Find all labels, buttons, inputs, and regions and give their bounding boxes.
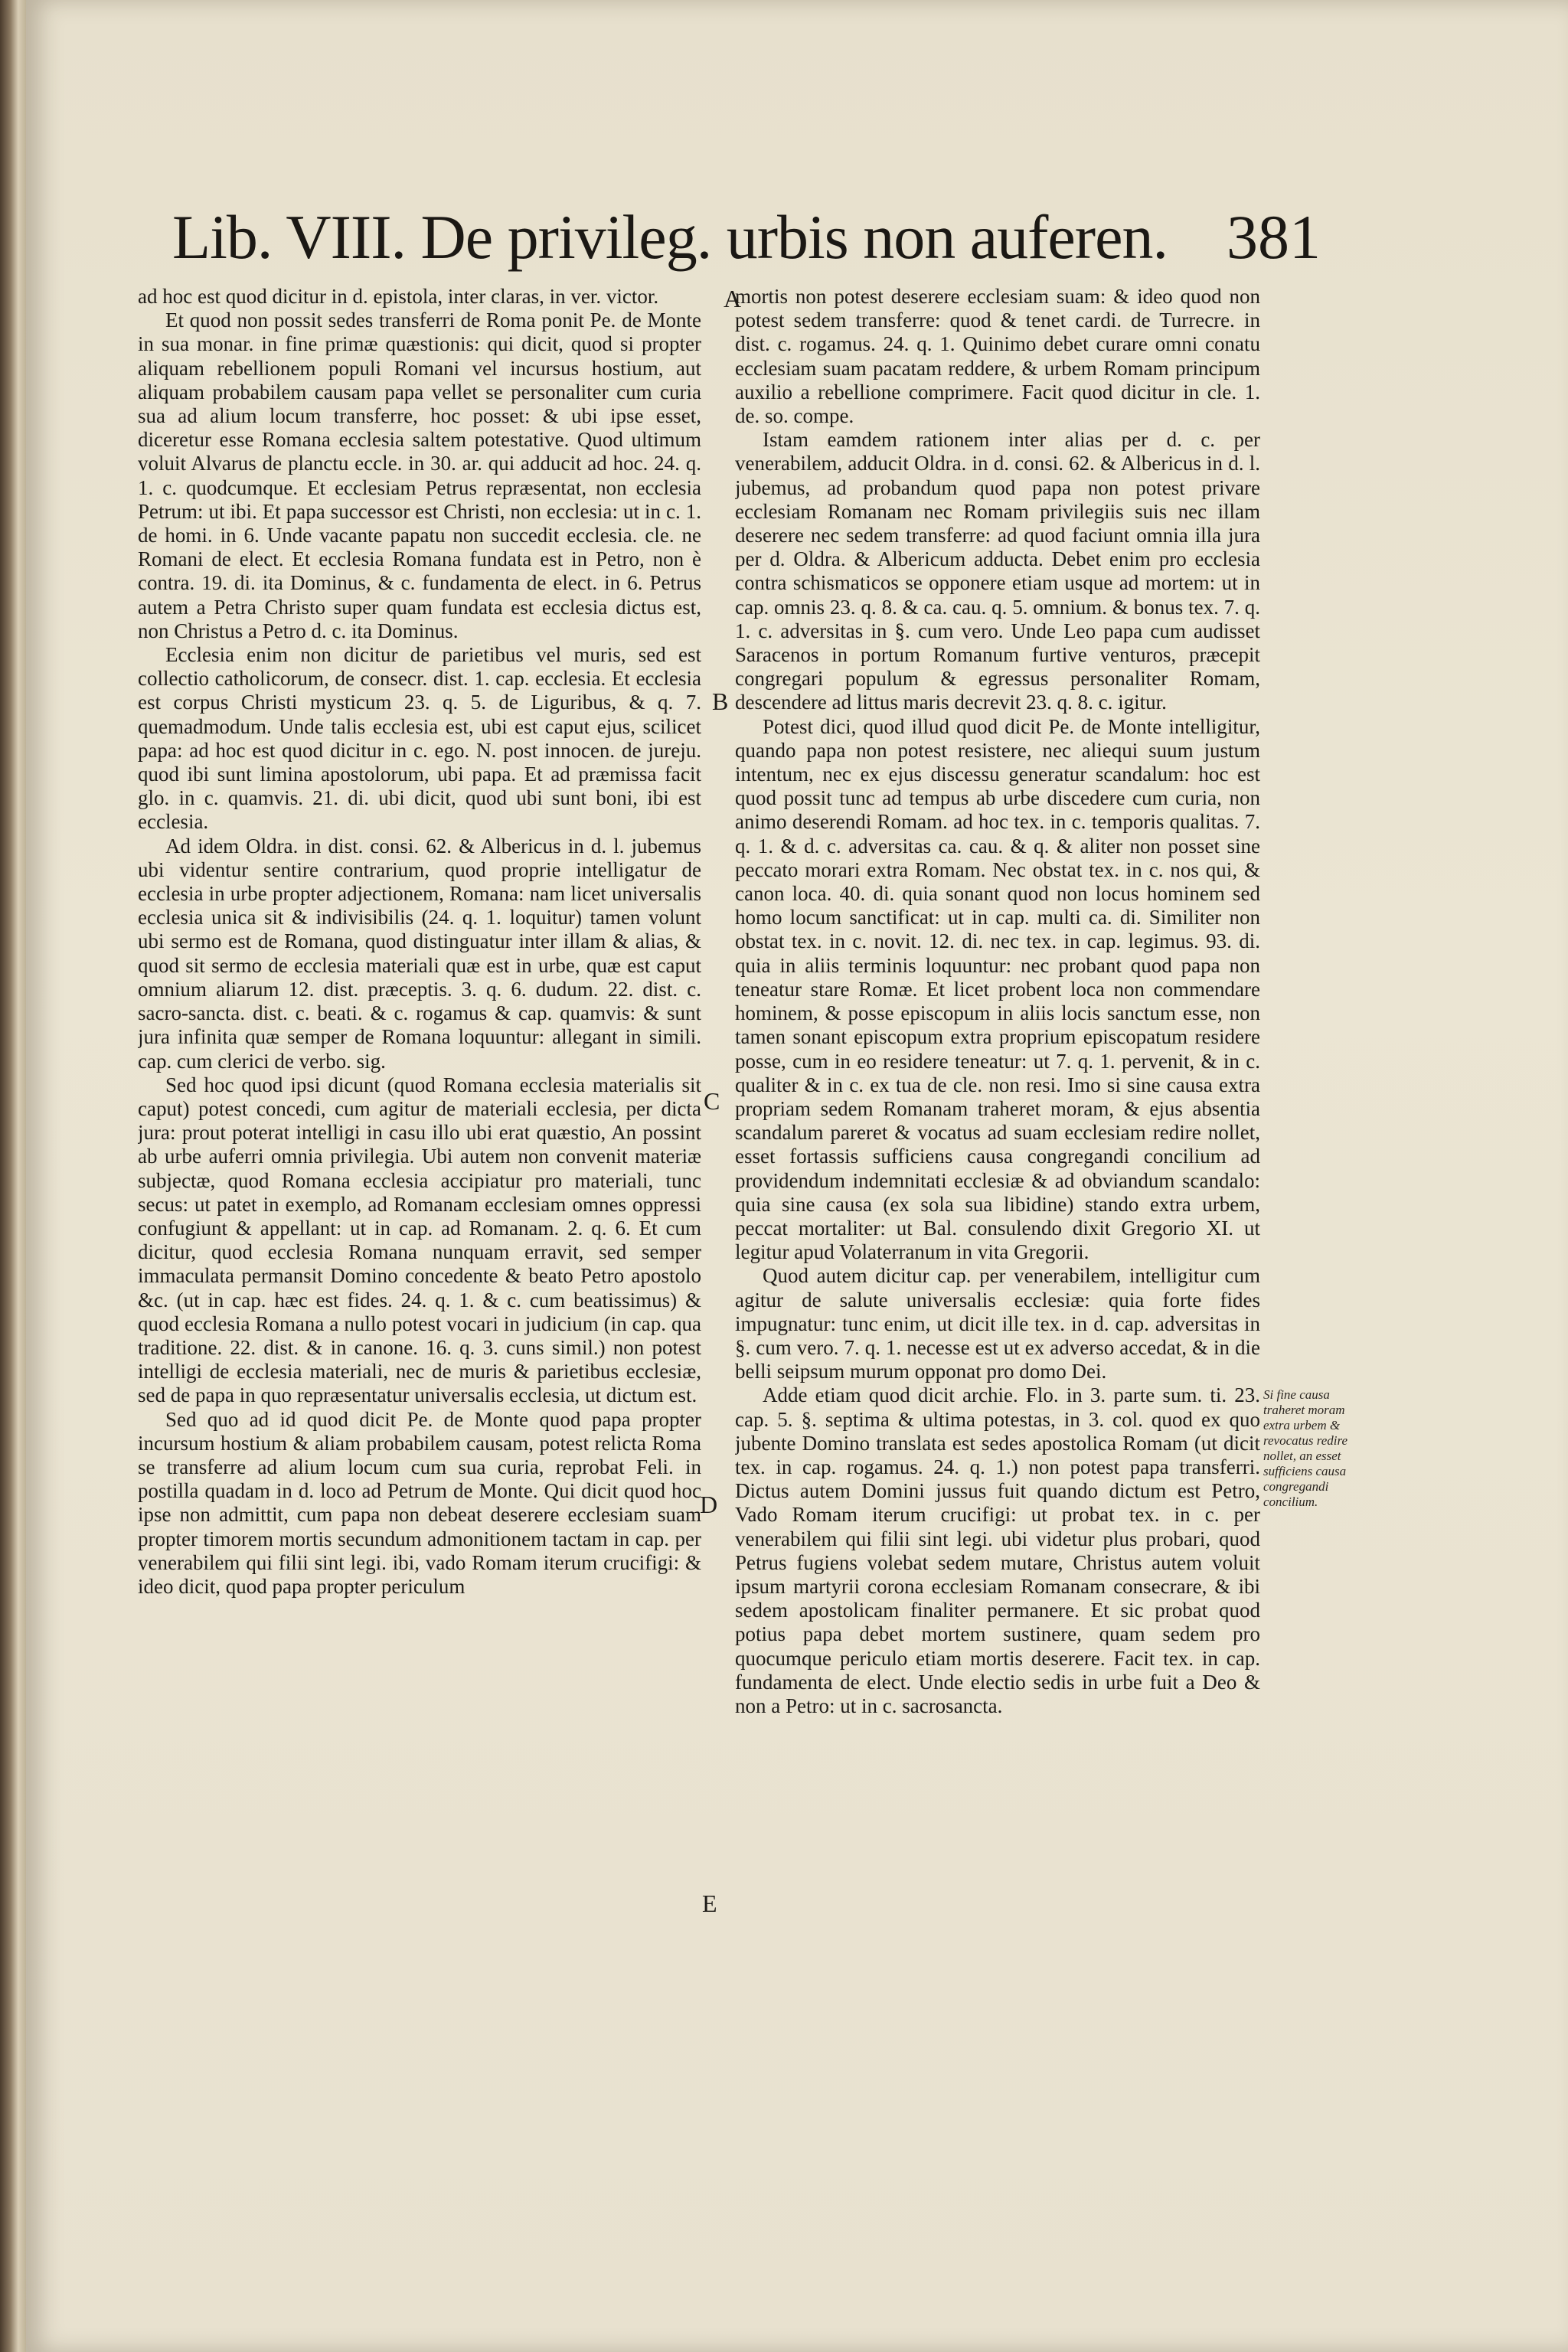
section-marker-b: B	[712, 688, 729, 715]
right-paragraph: Istam eamdem rationem inter alias per d. c. per venerabilem, adducit Oldra. in d. consi. 62. & Albericus in d. l. jubemus, ad probandum quod papa non potest privare ecclesiam Romanam nec Romam privilegiis suis nec illam deserere nec sedem transferre: ad quod faciunt omnia illa jura per d. Oldra. & Albericum adducta. Debet enim pro ecclesia contra schismaticos se opponere etiam usque ad mortem: ut in cap. omnis 23. q. 8. & ca. cau. q. 5. omnium. & bonus tex. 7. q. 1. c. adversitas in §. cum vero. Unde Leo papa cum audisset Saracenos in portum Romanum furtive venturos, præcepit congregari populum & egressus personaliter Romam, descendere ad littus maris decrevit 23. q. 8. c. igitur.	[735, 428, 1260, 714]
left-paragraph: Sed quo ad id quod dicit Pe. de Monte quod papa propter incursum hostium & aliam probabilem causam, potest relicta Roma se transferre ad alium locum cum sua curia, reprobat Feli. in postilla quadam in d. loco ad Petrum de Monte. Qui dicit quod hoc ipse non admittit, cum papa non debeat deserere ecclesiam suam propter timorem mortis secundum admonitionem tactam in cap. per venerabilem qui filii sint legi. ibi, vado Romam iterum crucifigi: & ideo dicit, quod papa propter periculum	[138, 1407, 701, 1598]
section-marker-a: A	[724, 285, 742, 312]
left-paragraph: Et quod non possit sedes transferri de Roma ponit Pe. de Monte in sua monar. in fine primæ quæstionis: qui dicit, quod si propter aliquam rebellionem populi Romani vel incursus hostium, aut aliquam probabilem causam papa vellet se personaliter cum curia sua ad alium locum transferre, hoc posset: & ubi ipse esset, diceretur esse Romana ecclesia saltem potestative. Quod ultimum voluit Alvarus de planctu eccle. in 30. ar. qui adducit ad hoc. 24. q. 1. c. quodcumque. Et ecclesiam Petrus repræsentat, non ecclesia Petrum: ut ibi. Et papa successor est Christi, non ecclesia: ut in c. 1. de homi. in 6. Unde vacante papatu non succedit ecclesia. cle. ne Romani de elect. Et ecclesia Romana fundata est in Petro, non è contra. 19. di. ita Dominus, & c. fundamenta de elect. in 6. Petrus autem a Petra Christo super quam fundata est ecclesia dictus est, non Christus a Petro d. c. ita Dominus.	[138, 309, 701, 642]
left-paragraph: Ad idem Oldra. in dist. consi. 62. & Albericus in d. l. jubemus ubi videntur sentire contrarium, quod proprie intelligatur de ecclesia in urbe propter adjectionem, Romana: nam licet universalis ecclesia unica sit & indivisibilis (24. q. 1. loquitur) tamen volunt ubi sermo est de Romana, quod distinguatur inter illam & alias, & quod sit sermo de ecclesia materiali quæ est in urbe, quæ est caput omnium aliarum 12. dist. præceptis. 3. q. 6. dudum. 22. dist. c. sacro-sancta. dist. c. beati. & c. rogamus & cap. quamvis: & sunt jura infinita quæ semper de Romana loquuntur: allegant in simili. cap. cum clerici de verbo. sig.	[138, 834, 701, 1073]
running-title: Lib. VIII. De privileg. urbis non auferen.	[172, 202, 1168, 272]
left-column	[138, 285, 701, 2245]
right-column	[735, 285, 1260, 2245]
running-header	[172, 195, 1321, 279]
section-marker-d: D	[700, 1491, 718, 1518]
margin-note: Si fine causa traheret moram extra urbem & revocatus redire nollet, an esset sufficiens causa congregandi concilium.	[1263, 1387, 1348, 1509]
right-paragraph: Adde etiam quod dicit archie. Flo. in 3. parte sum. ti. 23. cap. 5. §. septima & ultima potestas, in 3. col. quod ex quo jubente Domino translata est sedes apostolica Romam (ut dicit tex. in cap. rogamus. 24. q. 1.) non potest papa transferri. Dictus autem Domini jussus fuit quando dictum est Petro, Vado Romam iterum crucifigi: ut probat tex. in c. per venerabilem qui filii sint legi. ubi videtur plus probari, quod Petrus fugiens volebat sedem mutare, Christus autem voluit ipsum martyrii corona ecclesiam Romanam consecrare, & ibi sedem apostolicam finaliter permanere. Et sic probat quod potius papa debet mortem sustinere, quam sedem pro quocumque periculo etiam mortis deserere. Facit tex. in cap. fundamenta de elect. Unde electio sedis in urbe fuit a Deo & non a Petro: ut in c. sacrosancta.	[735, 1383, 1260, 1717]
left-paragraph: ad hoc est quod dicitur in d. epistola, inter claras, in ver. victor.	[138, 285, 659, 308]
left-paragraph: Ecclesia enim non dicitur de parietibus vel muris, sed est collectio catholicorum, de consecr. dist. 1. cap. ecclesia. Et ecclesia est corpus Christi mysticum 23. q. 5. de Liguribus, & q. 7. quemadmodum. Unde talis ecclesia est, ubi est caput ejus, scilicet papa: ad hoc est quod dicitur in c. ego. N. post innocen. de jureju. quod ibi sunt limina apostolorum, ubi papa. Et ad præmissa facit glo. in c. quamvis. 21. di. ubi dicit, quod ubi sunt boni, ibi est ecclesia.	[138, 643, 701, 834]
section-marker-c: C	[704, 1087, 720, 1115]
facing-page-fragment	[0, 253, 23, 2243]
right-paragraph: Potest dici, quod illud quod dicit Pe. de Monte intelligitur, quando papa non potest resistere, nec aliequi suum justum intentum, nec ex ejus discessu generatur scandalum: hoc est quod possit tunc ad tempus ab urbe discedere cum curia, non animo deserendi Romam. ad hoc tex. in c. temporis qualitas. 7. q. 1. & d. c. adversitas ca. cau. & q. & aliter non posset sine peccato morari extra Romam. Nec obstat tex. in c. nos qui, & canon loca. 40. di. quia sonant quod non locus hominem sed homo locum sanctificat: ut in cap. multi ca. di. Similiter non obstat tex. in c. novit. 12. di. nec tex. in cap. legimus. 93. di. quia in aliis terminis loquuntur: nec probant quod papa non teneatur stare Romæ. Et licet probent loca non commendare hominem, & posse episcopum in aliis locis sanctum esse, non tamen sonant episcopum extra proprium episcopatum residere posse, cum in eo residere teneatur: ut 7. q. 1. pervenit, & in c. qualiter & in c. ex tua de cle. non resi. Imo si sine causa extra propriam sedem Romanam traheret moram, & ejus absentia scandalum pareret & vocatus ad suam ecclesiam redire nollet, esset fortassis sufficiens causa congregandi concilium ad providendum indemnitati ecclesiæ & ad obviandum scandalo: quia sine causa (ex sola sua libidine) stando extra urbem, peccat mortaliter: ut Bal. consulendo dixit Gregorio XI. ut legitur apud Volaterranum in vita Gregorii.	[735, 714, 1260, 1264]
section-marker-e: E	[702, 1890, 717, 1917]
right-paragraph: mortis non potest deserere ecclesiam suam: & ideo quod non potest sedem transferre: quod & tenet cardi. de Turrecre. in dist. c. rogamus. 24. q. 1. Quinimo debet curare omni conatu ecclesiam suam pacatam reddere, & urbem Romam principum auxilio a rebellione comprimere. Facit quod dicitur in cle. 1. de. so. compe.	[735, 285, 1260, 428]
book-spine-edge	[0, 0, 26, 2352]
page-number: 381	[1227, 202, 1321, 272]
left-paragraph: Sed hoc quod ipsi dicunt (quod Romana ecclesia materialis sit caput) potest concedi, cum agitur de materiali ecclesia, per dicta jura: prout poterat intelligi in casu illo ubi erat quæstio, An possint ab urbe auferri omnia privilegia. Ubi autem non convenit materiæ subjectæ, quod Romana ecclesia accipiatur pro materiali, tunc secus: ut patet in exemplo, ad Romanam ecclesiam omnes oppressi confugiunt & appellant: ut in cap. ad Romanam. 2. q. 6. Et cum dicitur, quod ecclesia Romana nunquam erravit, sed semper immaculata permansit Domino concedente & beato Petro apostolo &c. (ut in cap. hæc est fides. 24. q. 1. & c. cum beatissimus) & quod ecclesia Romana a nullo potest vocari in judicium (in cap. qua traditione. 22. dist. & in canone. 16. q. 3. cuns simil.) non potest intelligi de ecclesia materiali, nec de muris & parietibus ecclesiæ, sed de papa in quo repræsentatur universalis ecclesia, ut dictum est.	[138, 1073, 701, 1407]
right-paragraph: Quod autem dicitur cap. per venerabilem, intelligitur cum agitur de salute universalis ecclesiæ: quia forte fides impugnatur: tunc enim, ut dicit ille tex. in d. cap. adversitas in §. cum vero. 7. q. 1. necesse est ut ex adverso accedat, & in die belli seipsum murum opponat pro domo Dei.	[735, 1264, 1260, 1383]
